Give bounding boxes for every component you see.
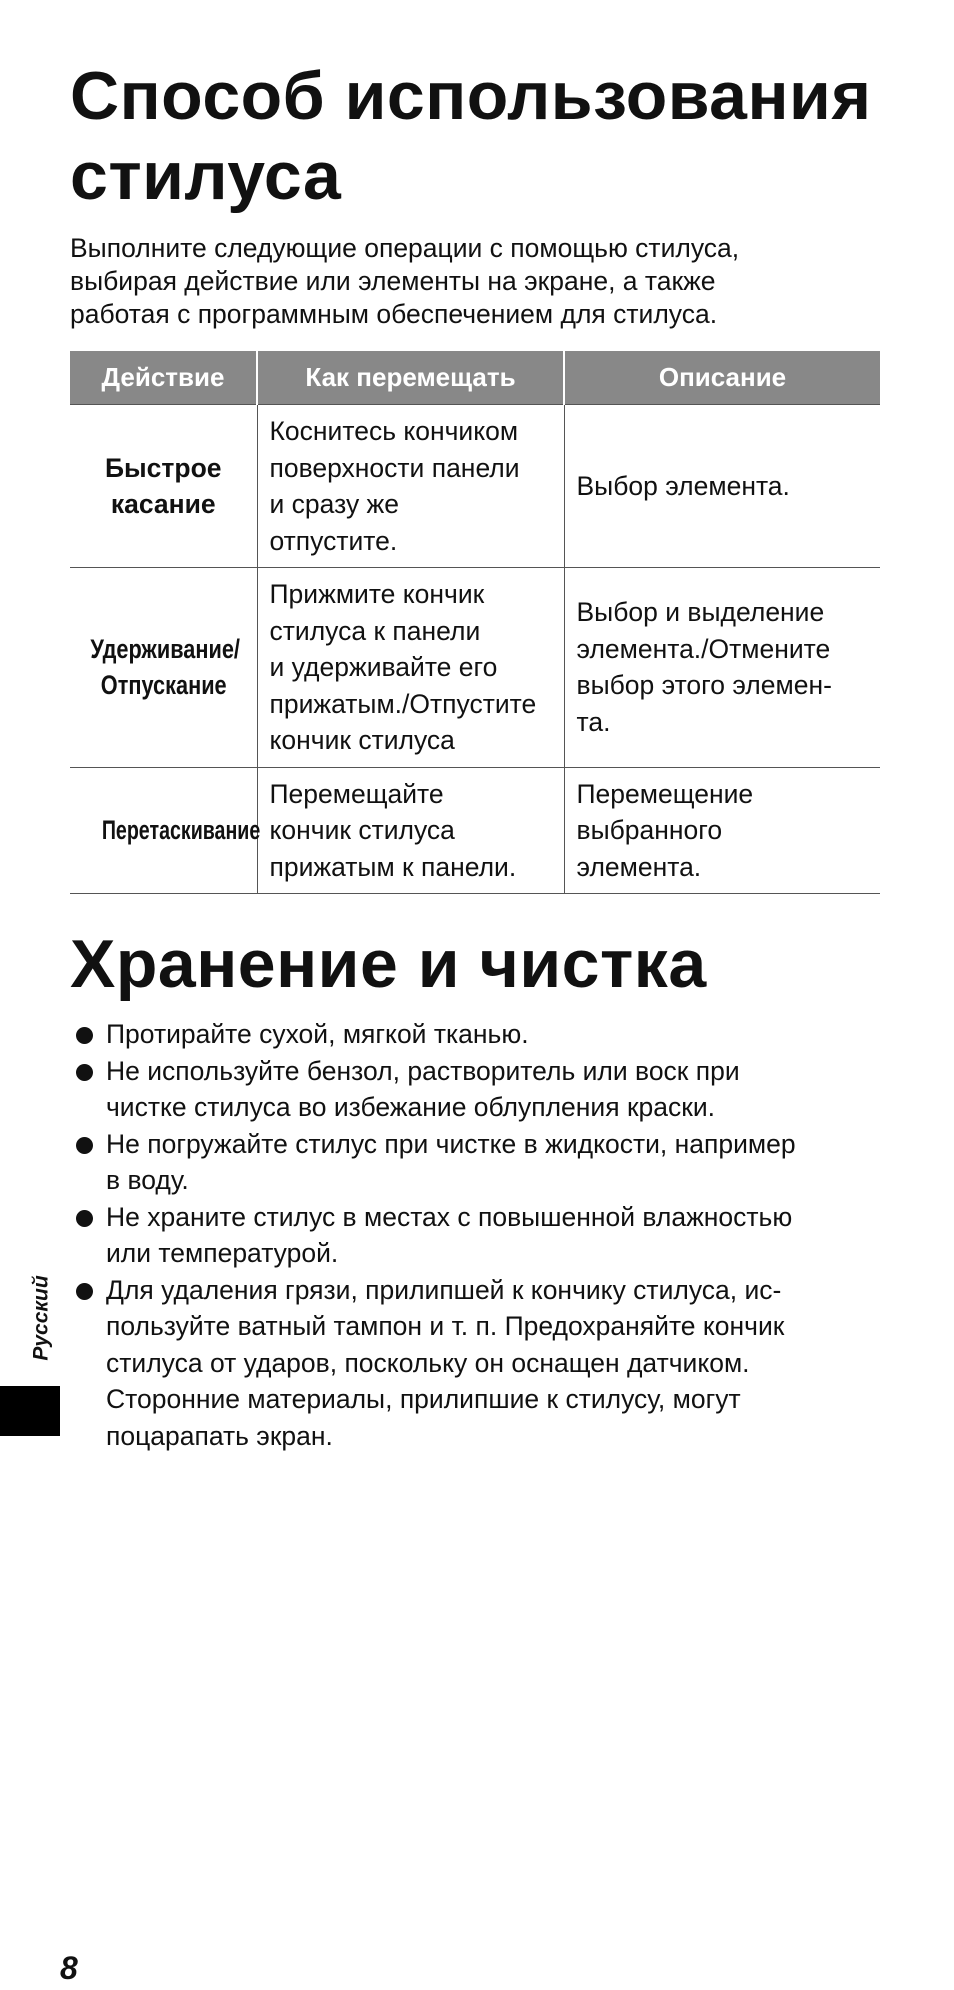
section-title-storage-cleaning: Хранение и чистка xyxy=(70,926,707,1002)
cleaning-bullet-list xyxy=(70,1016,880,1454)
action-cell: Быстрое касание xyxy=(70,405,257,568)
bullet-icon xyxy=(76,1137,93,1154)
list-item: Не используйте бензол, растворитель или воск при чистке стилуса во избежание облупления краски. xyxy=(70,1053,880,1126)
column-header-action: Действие xyxy=(70,351,257,405)
table-header-row xyxy=(70,351,880,405)
language-label: Русский xyxy=(30,1275,53,1361)
action-cell: Перетаскивание xyxy=(70,767,257,894)
list-item: Для удаления грязи, прилипшей к кончику стилуса, ис- пользуйте ватный тампон и т. п. Предохраняйте кончик стилуса от ударов, поскольку он оснащен датчиком. Сторонние материалы, прилипшие к стилусу, могут поцарапать экран. xyxy=(70,1272,880,1455)
language-side-tab xyxy=(28,1262,56,1374)
description-cell: Выбор и выделение элемента./Отмените выбор этого элемен- та. xyxy=(564,568,880,768)
page-number: 8 xyxy=(60,1950,78,1986)
column-header-how: Как перемещать xyxy=(257,351,564,405)
how-cell: Перемещайте кончик стилуса прижатым к панели. xyxy=(257,767,564,894)
list-item: Протирайте сухой, мягкой тканью. xyxy=(70,1016,880,1053)
stylus-operations-table xyxy=(70,351,880,894)
bullet-icon xyxy=(76,1027,93,1044)
table-row xyxy=(70,405,880,568)
list-item: Не погружайте стилус при чистке в жидкости, например в воду. xyxy=(70,1126,880,1199)
how-cell: Прижмите кончик стилуса к панели и удерживайте его прижатым./Отпустите кончик стилуса xyxy=(257,568,564,768)
list-item: Не храните стилус в местах с повышенной влажностью или температурой. xyxy=(70,1199,880,1272)
description-cell: Выбор элемента. xyxy=(564,405,880,568)
action-cell: Удерживание/ Отпускание xyxy=(70,568,257,768)
description-cell: Перемещение выбранного элемента. xyxy=(564,767,880,894)
how-cell: Коснитесь кончиком поверхности панели и сразу же отпустите. xyxy=(257,405,564,568)
bullet-icon xyxy=(76,1210,93,1227)
table-row xyxy=(70,767,880,894)
language-tab-marker xyxy=(0,1386,60,1436)
table-row xyxy=(70,568,880,768)
bullet-icon xyxy=(76,1064,93,1081)
column-header-description: Описание xyxy=(564,351,880,405)
bullet-icon xyxy=(76,1283,93,1300)
intro-paragraph: Выполните следующие операции с помощью стилуса, выбирая действие или элементы на экране, а также работая с программным обеспечением для стилуса. xyxy=(70,233,740,329)
document-page xyxy=(70,56,880,1454)
section-title-stylus-usage: Способ использования стилуса xyxy=(70,58,872,214)
